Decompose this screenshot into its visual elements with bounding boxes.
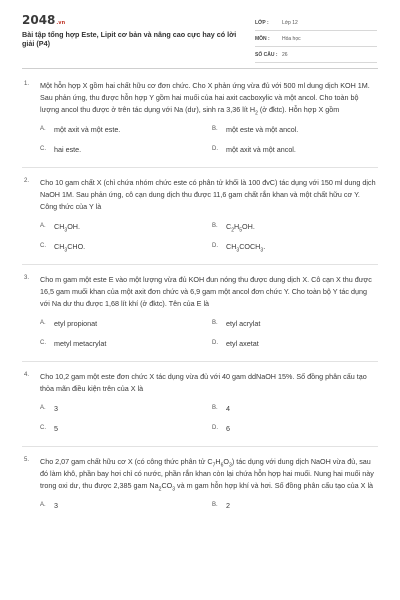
question-number: 3. xyxy=(24,275,30,281)
answer-option[interactable] xyxy=(212,242,384,262)
option-text: etyl acrylat xyxy=(226,319,261,328)
question-number: 1. xyxy=(24,81,30,87)
question-number: 2. xyxy=(24,178,30,184)
option-text: 4 xyxy=(226,404,230,413)
meta-label: SỐ CÂU : xyxy=(255,51,278,58)
question-text: Cho 10 gam chất X (chỉ chứa nhóm chức este có phân tử khối là 100 đvC) tác dụng với 150 ml dung dịch NaOH 1M. Sau phản ứng, cô cạn dung dịch thu được 11,6 gam chất rắn khan và một chất hữu cơ Y. Công thức của Y là xyxy=(40,178,376,211)
option-letter: B. xyxy=(212,126,218,132)
answer-option[interactable] xyxy=(40,222,212,242)
answer-option[interactable] xyxy=(40,319,212,339)
answer-option[interactable] xyxy=(212,319,384,339)
meta-value: 26 xyxy=(282,51,288,58)
question-item xyxy=(0,80,400,165)
answer-option[interactable] xyxy=(40,145,212,165)
option-text: 5 xyxy=(54,424,58,433)
option-letter: A. xyxy=(40,223,46,229)
option-letter: D. xyxy=(212,425,218,431)
option-text: 3 xyxy=(54,501,58,510)
option-text: một axit và một ancol. xyxy=(226,145,296,154)
option-letter: D. xyxy=(212,340,218,346)
answer-options xyxy=(40,404,378,444)
question-item xyxy=(0,456,400,521)
option-letter: C. xyxy=(40,340,46,346)
option-letter: B. xyxy=(212,223,218,229)
answer-option[interactable] xyxy=(40,424,212,444)
question-text: Cho 2,07 gam chất hữu cơ X (có công thức phân tử $C_7H_6O_3$) tác dụng với dung dịch NaOH vừa đủ, sau đó làm khô, phần bay hơi chỉ có nước, phần rắn khan còn lại chứa hỗn hợp hai muối. Nung hai muối này trong oxi dư, thu được 2,385 gam $Na_2CO_3$ và m gam hỗn hợp khí và hơi. Số đồng phân cấu tạo của X là xyxy=(40,457,374,493)
option-letter: D. xyxy=(212,146,218,152)
option-text: $CH_3CHO$. xyxy=(54,242,86,254)
meta-label: MÔN : xyxy=(255,35,270,42)
option-letter: A. xyxy=(40,320,46,326)
answer-option[interactable] xyxy=(212,424,384,444)
answer-option[interactable] xyxy=(212,501,384,521)
logo-suffix: .vn xyxy=(56,20,66,26)
meta-table xyxy=(255,15,377,63)
question-spacer xyxy=(0,447,400,456)
meta-value: Lớp 12 xyxy=(282,19,298,26)
logo-text: 2048 xyxy=(22,13,56,27)
option-text: 3 xyxy=(54,404,58,413)
question-spacer xyxy=(0,362,400,371)
question-item xyxy=(0,177,400,262)
option-text: một axit và một este. xyxy=(54,125,121,134)
meta-row-class xyxy=(255,15,377,31)
page-title: Bài tập tổng hợp Este, Lipit cơ bản và nâng cao cực hay có lời giải (P4) xyxy=(22,30,237,48)
question-text: Cho 10,2 gam một este đơn chức X tác dụng vừa đủ với 40 gam ddNaOH 15%. Số đồng phân cấu tạo thỏa mãn điều kiện trên của X là xyxy=(40,372,367,393)
option-text: etyl propionat xyxy=(54,319,98,328)
option-letter: B. xyxy=(212,405,218,411)
option-text: metyl metacrylat xyxy=(54,339,107,348)
meta-value: Hóa học xyxy=(282,35,301,42)
option-text: 2 xyxy=(226,501,230,510)
question-number: 4. xyxy=(24,372,30,378)
meta-row-count xyxy=(255,47,377,63)
question-text: Cho m gam một este E vào một lượng vừa đủ KOH đun nóng thu được dung dịch X. Cô cạn X thu được 16,5 gam muối khan của một axit đơn chức và 6,9 gam một ancol đơn chức Y. Cho toàn bộ Y tác dụng với Na dư thu được 1,68 lít khí (ở đktc). Tên của E là xyxy=(40,275,372,308)
site-logo[interactable] xyxy=(22,13,65,27)
question-spacer xyxy=(0,168,400,177)
question-spacer xyxy=(0,265,400,274)
option-letter: D. xyxy=(212,243,218,249)
option-text: etyl axetat xyxy=(226,339,259,348)
answer-option[interactable] xyxy=(212,145,384,165)
answer-options xyxy=(40,319,378,359)
answer-option[interactable] xyxy=(40,125,212,145)
question-text: Một hỗn hợp X gồm hai chất hữu cơ đơn chức. Cho X phản ứng vừa đủ với 500 ml dung dịch KOH 1M. Sau phản ứng, thu được hỗn hợp Y gồm hai muối của hai axit cacboxylic và một ancol. Cho toàn bộ lượng ancol thu được ở trên tác dụng với Na (dư), sinh ra 3,36 lít $H_2$ (ở đktc). Hỗn hợp X gồm xyxy=(40,81,370,117)
answer-option[interactable] xyxy=(40,404,212,424)
question-item xyxy=(0,274,400,359)
meta-row-subject xyxy=(255,31,377,47)
option-letter: A. xyxy=(40,405,46,411)
answer-options xyxy=(40,125,378,165)
option-letter: C. xyxy=(40,425,46,431)
answer-option[interactable] xyxy=(40,339,212,359)
option-text: hai este. xyxy=(54,145,82,154)
answer-option[interactable] xyxy=(212,339,384,359)
option-letter: B. xyxy=(212,502,218,508)
option-letter: C. xyxy=(40,243,46,249)
option-text: $CH_3OH$. xyxy=(54,222,80,234)
meta-label: LỚP : xyxy=(255,19,269,26)
option-letter: A. xyxy=(40,502,46,508)
option-text: 6 xyxy=(226,424,230,433)
answer-option[interactable] xyxy=(212,222,384,242)
option-letter: B. xyxy=(212,320,218,326)
page-header xyxy=(0,0,400,62)
option-text: một este và một ancol. xyxy=(226,125,299,134)
question-number: 5. xyxy=(24,457,30,463)
option-text: $C_2H_5OH$. xyxy=(226,222,255,234)
question-item xyxy=(0,371,400,444)
option-text: $CH_3COCH_3$. xyxy=(226,242,266,254)
answer-option[interactable] xyxy=(40,242,212,262)
answer-option[interactable] xyxy=(212,404,384,424)
question-list xyxy=(0,80,400,521)
option-letter: C. xyxy=(40,146,46,152)
answer-options xyxy=(40,222,378,262)
answer-option[interactable] xyxy=(40,501,212,521)
header-divider xyxy=(22,68,378,69)
option-letter: A. xyxy=(40,126,46,132)
answer-options xyxy=(40,501,378,521)
answer-option[interactable] xyxy=(212,125,384,145)
